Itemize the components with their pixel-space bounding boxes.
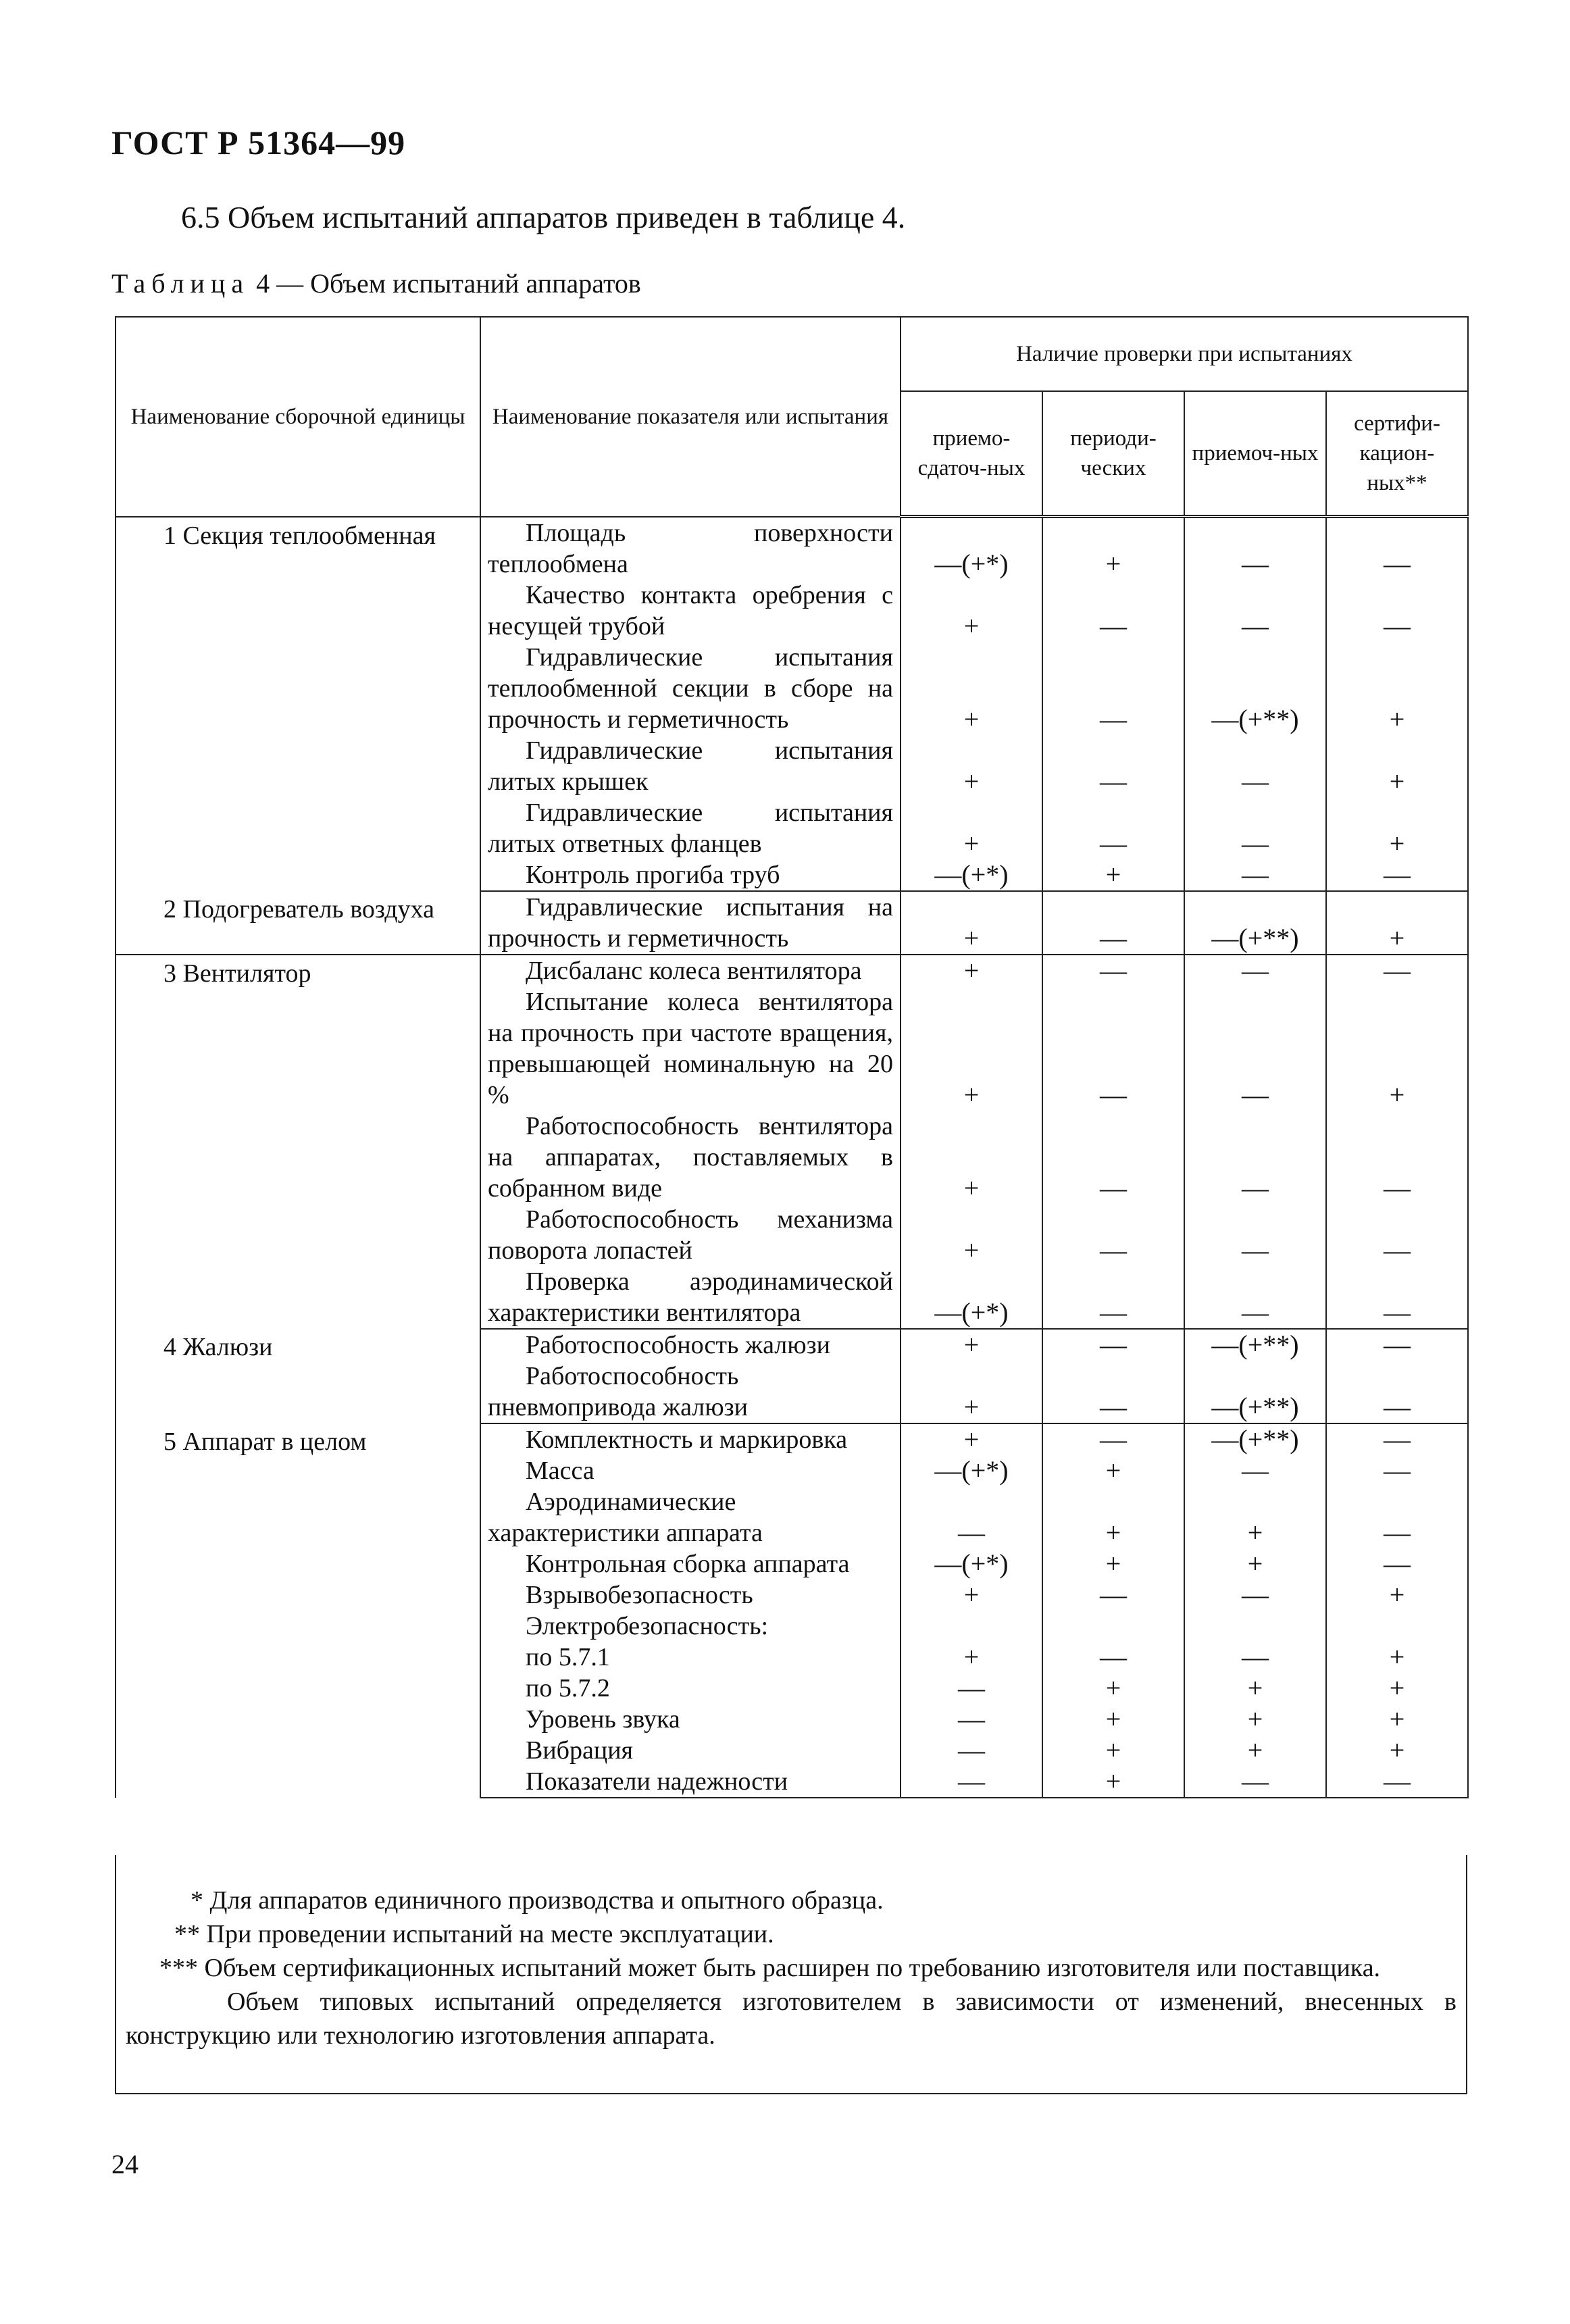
check-mark: — (1184, 580, 1326, 642)
check-mark: — (1184, 1111, 1326, 1204)
check-mark: + (1184, 1548, 1326, 1580)
check-mark: — (1326, 1204, 1468, 1266)
check-mark: — (1042, 1642, 1184, 1673)
indicator-name: Контроль прогиба труб (480, 859, 901, 891)
check-mark: — (1042, 1266, 1184, 1329)
header-type-acceptance: приемоч-ных (1184, 391, 1326, 517)
table-row (116, 1423, 1468, 1455)
intro-paragraph: 6.5 Объем испытаний аппаратов приведен в таблице 4. (181, 200, 906, 234)
indicator-name: Уровень звука (480, 1704, 901, 1735)
table-notes (115, 1855, 1467, 2094)
table-row (116, 955, 1468, 986)
check-mark: — (1326, 580, 1468, 642)
unit-name: 2 Подогреватель воздуха (163, 894, 434, 924)
check-mark: — (1042, 1580, 1184, 1611)
indicator-name: Дисбаланс колеса вентилятора (480, 955, 901, 986)
check-mark (1326, 1611, 1468, 1642)
check-mark: + (901, 1111, 1042, 1204)
check-mark: + (901, 986, 1042, 1111)
note-3: *** Объем сертификационных испытаний может быть расширен по требованию изготовителя или поставщика. (159, 1954, 1381, 1982)
check-mark: — (1042, 1361, 1184, 1423)
check-mark: — (1326, 1329, 1468, 1361)
indicator-name: Гидравлические испытания теплообменной секции в сборе на прочность и герметичность (480, 642, 901, 735)
indicator-name: Работоспособность пневмопривода жалюзи (480, 1361, 901, 1423)
header-type-certification: сертифи-кацион-ных** (1326, 391, 1468, 517)
check-mark: — (1326, 1766, 1468, 1798)
table-group (116, 1329, 1468, 1423)
check-mark: + (1184, 1673, 1326, 1704)
table-group (116, 1423, 1468, 1798)
header-type-periodic: периоди-ческих (1042, 391, 1184, 517)
check-mark: + (1326, 986, 1468, 1111)
check-mark: + (1042, 1673, 1184, 1704)
table-row (116, 1329, 1468, 1361)
check-mark: + (1184, 1486, 1326, 1548)
check-mark: —(+**) (1184, 891, 1326, 955)
check-mark: + (1042, 1455, 1184, 1486)
indicator-name: Аэродинамические характеристики аппарата (480, 1486, 901, 1548)
document-code: ГОСТ Р 51364—99 (111, 124, 406, 161)
unit-name-cell (116, 1329, 480, 1423)
unit-name: 4 Жалюзи (163, 1332, 273, 1361)
check-mark: + (901, 1580, 1042, 1611)
check-mark: — (1184, 797, 1326, 859)
indicator-name: Работоспособность жалюзи (480, 1329, 901, 1361)
check-mark: — (901, 1766, 1042, 1798)
indicator-name: Гидравлические испытания литых ответных фланцев (480, 797, 901, 859)
check-mark: —(+**) (1184, 1329, 1326, 1361)
check-mark: — (1326, 1361, 1468, 1423)
check-mark: + (1042, 1704, 1184, 1735)
table-row (116, 891, 1468, 955)
check-mark: — (1184, 955, 1326, 986)
check-mark: —(+*) (901, 859, 1042, 891)
check-mark: + (1326, 1735, 1468, 1766)
check-mark: — (1326, 1486, 1468, 1548)
indicator-name: Работоспособность вентилятора на аппаратах, поставляемых в собранном виде (480, 1111, 901, 1204)
header-indicator: Наименование показателя или испытания (480, 317, 901, 517)
check-mark: + (1326, 797, 1468, 859)
check-mark (901, 1611, 1042, 1642)
header-type-acceptance-delivery: приемо-сдаточ-ных (901, 391, 1042, 517)
check-mark: — (1326, 1548, 1468, 1580)
table-caption-word: Таблица (111, 268, 250, 299)
check-mark: —(+*) (901, 1548, 1042, 1580)
check-mark: —(+*) (901, 1455, 1042, 1486)
unit-name: 1 Секция теплообменная (163, 521, 436, 550)
check-mark: + (901, 735, 1042, 797)
check-mark: + (1042, 517, 1184, 580)
indicator-name: Комплектность и маркировка (480, 1423, 901, 1455)
indicator-name: по 5.7.1 (480, 1642, 901, 1673)
check-mark: — (1184, 986, 1326, 1111)
indicator-name: Масса (480, 1455, 901, 1486)
check-mark: — (1042, 891, 1184, 955)
check-mark: — (901, 1673, 1042, 1704)
table-caption (111, 268, 641, 299)
note-4: Объем типовых испытаний определяется изготовителем в зависимости от изменений, внесенных в конструкцию или технологию изготовления аппарата. (126, 1988, 1457, 2050)
check-mark: + (1042, 1486, 1184, 1548)
check-mark: — (1042, 1204, 1184, 1266)
check-mark: — (1042, 797, 1184, 859)
check-mark: + (901, 891, 1042, 955)
check-mark: + (1042, 859, 1184, 891)
check-mark: — (1042, 642, 1184, 735)
check-mark: + (901, 1329, 1042, 1361)
unit-name-cell (116, 955, 480, 1329)
check-mark: + (1326, 642, 1468, 735)
unit-name: 5 Аппарат в целом (163, 1427, 367, 1456)
check-mark: —(+**) (1184, 642, 1326, 735)
check-mark: + (1326, 891, 1468, 955)
check-mark: + (1326, 1673, 1468, 1704)
check-mark: — (901, 1486, 1042, 1548)
check-mark: + (901, 642, 1042, 735)
check-mark: — (1326, 1455, 1468, 1486)
check-mark: — (1184, 1642, 1326, 1673)
check-mark: — (1326, 517, 1468, 580)
check-mark: — (901, 1704, 1042, 1735)
check-mark: + (901, 1204, 1042, 1266)
check-mark: + (1326, 1704, 1468, 1735)
check-mark: — (1326, 955, 1468, 986)
check-mark: + (1184, 1704, 1326, 1735)
unit-name-cell (116, 891, 480, 955)
page-number: 24 (111, 2149, 138, 2179)
indicator-name: Гидравлические испытания на прочность и герметичность (480, 891, 901, 955)
indicator-name: по 5.7.2 (480, 1673, 901, 1704)
check-mark: — (1042, 735, 1184, 797)
indicator-name: Вибрация (480, 1735, 901, 1766)
header-unit: Наименование сборочной единицы (116, 317, 480, 517)
indicator-name: Контрольная сборка аппарата (480, 1548, 901, 1580)
check-mark: + (901, 797, 1042, 859)
indicator-name: Электробезопасность: (480, 1611, 901, 1642)
table-row (116, 517, 1468, 580)
check-mark: + (1042, 1766, 1184, 1798)
check-mark (1184, 1611, 1326, 1642)
check-mark: + (1326, 1580, 1468, 1611)
indicator-name: Проверка аэродинамической характеристики вентилятора (480, 1266, 901, 1329)
check-mark: + (901, 1642, 1042, 1673)
check-mark: — (1042, 580, 1184, 642)
check-mark (1042, 1611, 1184, 1642)
table-group (116, 891, 1468, 955)
check-mark: + (1042, 1548, 1184, 1580)
check-mark: — (1326, 1111, 1468, 1204)
unit-name: 3 Вентилятор (163, 959, 311, 988)
check-mark: — (1184, 859, 1326, 891)
check-mark: + (901, 1423, 1042, 1455)
indicator-name: Качество контакта оребрения с несущей трубой (480, 580, 901, 642)
indicator-name: Взрывобезопасность (480, 1580, 901, 1611)
check-mark: —(+**) (1184, 1423, 1326, 1455)
indicator-name: Площадь поверхности теплообмена (480, 517, 901, 580)
table-group (116, 517, 1468, 891)
check-mark: + (901, 1361, 1042, 1423)
check-mark: — (1042, 1329, 1184, 1361)
check-mark: — (1042, 955, 1184, 986)
check-mark: — (1184, 1266, 1326, 1329)
indicator-name: Испытание колеса вентилятора на прочность при частоте вращения, превышающей номинальную на 20 % (480, 986, 901, 1111)
check-mark: — (1184, 517, 1326, 580)
check-mark: + (1042, 1735, 1184, 1766)
indicator-name: Показатели надежности (480, 1766, 901, 1798)
check-mark: + (1184, 1735, 1326, 1766)
check-mark: + (901, 580, 1042, 642)
check-mark: — (1042, 1423, 1184, 1455)
indicator-name: Работоспособность механизма поворота лопастей (480, 1204, 901, 1266)
check-mark: + (1326, 735, 1468, 797)
header-check-group: Наличие проверки при испытаниях (901, 317, 1468, 391)
check-mark: — (1184, 1580, 1326, 1611)
table-caption-text: 4 — Объем испытаний аппаратов (249, 268, 641, 299)
check-mark: + (901, 955, 1042, 986)
check-mark: — (1184, 1455, 1326, 1486)
check-mark: —(+*) (901, 517, 1042, 580)
check-mark: — (1184, 1204, 1326, 1266)
note-2: ** При проведении испытаний на месте эксплуатации. (174, 1920, 774, 1948)
check-mark: —(+*) (901, 1266, 1042, 1329)
check-mark: — (1042, 1111, 1184, 1204)
check-mark: + (1326, 1642, 1468, 1673)
check-mark: —(+**) (1184, 1361, 1326, 1423)
check-mark: — (1326, 1423, 1468, 1455)
check-mark: — (1326, 859, 1468, 891)
indicator-name: Гидравлические испытания литых крышек (480, 735, 901, 797)
check-mark: — (1042, 986, 1184, 1111)
check-mark: — (901, 1735, 1042, 1766)
check-mark: — (1184, 1766, 1326, 1798)
tests-table (115, 316, 1469, 1798)
unit-name-cell (116, 517, 480, 891)
table-group (116, 955, 1468, 1329)
note-1: * Для аппаратов единичного производства и опытного образца. (191, 1886, 884, 1915)
check-mark: — (1326, 1266, 1468, 1329)
check-mark: — (1184, 735, 1326, 797)
unit-name-cell (116, 1423, 480, 1798)
